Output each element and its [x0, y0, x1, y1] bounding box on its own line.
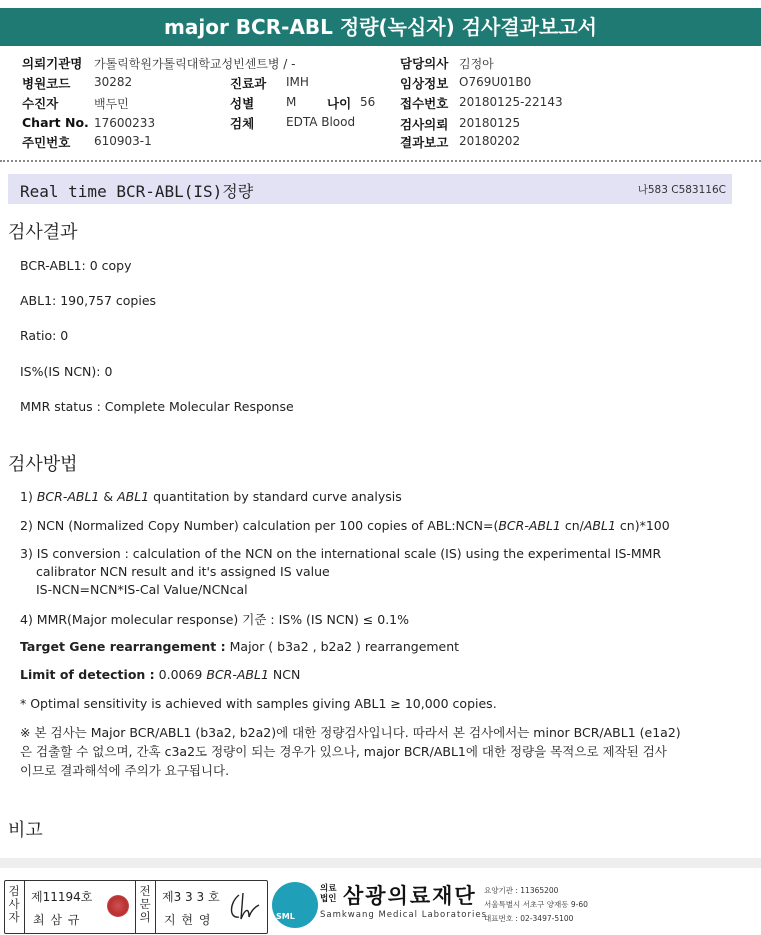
report-date-label: 결과보고 [400, 135, 449, 150]
inspector-label: 검사자 [8, 884, 20, 924]
dept-value: IMH [286, 75, 309, 89]
specialist-name: 지 현 영 [164, 913, 212, 927]
signature-box [4, 880, 268, 934]
collector-value: 백두민 [94, 97, 129, 111]
limit-of-detection: Limit of detection : 0.0069 BCR-ABL1 NCN [20, 667, 301, 682]
results-heading: 검사결과 [8, 222, 78, 243]
age-label: 나이 [327, 96, 352, 111]
dept-label: 진료과 [230, 76, 267, 91]
notice-line-1: ※ 본 검사는 Major BCR/ABL1 (b3a2, b2a2)에 대한 정량검사입니다. 따라서 본 검사에서는 minor BCR/ABL1 (e1a2) [20, 725, 681, 740]
result-ratio: Ratio: 0 [20, 328, 69, 343]
specialist-license: 제3 3 3 호 [162, 890, 220, 904]
resident-value: 610903-1 [94, 134, 152, 148]
sex-value: M [286, 95, 297, 109]
doctor-value: 김정아 [459, 57, 494, 71]
method-step-4: 4) MMR(Major molecular response) 기준 : IS% (IS NCN) ≤ 0.1% [20, 612, 409, 627]
result-bcr-abl1: BCR-ABL1: 0 copy [20, 258, 132, 273]
report-title: major BCR-ABL 정량(녹십자) 검사결과보고서 [0, 8, 761, 46]
notice-line-2: 은 검출할 수 없으며, 간혹 c3a2도 정량이 되는 경우가 있으나, major BCR/ABL1에 대한 정량을 목적으로 제작된 검사 [20, 744, 667, 759]
test-code: 나583 C583116C [637, 184, 726, 196]
method-step-2: 2) NCN (Normalized Copy Number) calculation per 100 copies of ABL:NCN=(BCR-ABL1 cn/ABL1 cn)*100 [20, 518, 670, 533]
hospital-code-value: 30282 [94, 75, 133, 89]
target-gene: Target Gene rearrangement : Major ( b3a2 , b2a2 ) rearrangement [20, 639, 460, 654]
org-address: 서울특별시 서초구 양재동 9-60 [484, 900, 588, 909]
institution-label: 의뢰기관명 [22, 56, 83, 71]
method-step-1: 1) BCR-ABL1 & ABL1 quantitation by standard curve analysis [20, 489, 402, 504]
org-english-name: Samkwang Medical Laboratories [320, 910, 488, 920]
request-value: 20180125 [459, 116, 521, 130]
test-section-header [8, 174, 732, 204]
inspector-name: 최 삼 규 [33, 913, 81, 927]
header-divider [0, 160, 761, 162]
sml-logo-icon: SML [272, 882, 318, 928]
request-label: 검사의뢰 [400, 117, 449, 132]
receipt-label: 접수번호 [400, 96, 449, 111]
age-value: 56 [360, 95, 376, 109]
inspector-license: 제11194호 [31, 890, 93, 904]
result-is-percent: IS%(IS NCN): 0 [20, 364, 113, 379]
report-date-value: 20180202 [459, 134, 521, 148]
receipt-value: 20180125-22143 [459, 95, 563, 109]
resident-label: 주민번호 [22, 135, 71, 150]
result-mmr-status: MMR status : Complete Molecular Response [20, 399, 294, 414]
collector-label: 수진자 [22, 96, 59, 111]
clinical-value: O769U01B0 [459, 75, 532, 89]
method-step-3-line-2: calibrator NCN result and it's assigned IS value [36, 564, 330, 579]
method-heading: 검사방법 [8, 454, 78, 475]
sensitivity-note: * Optimal sensitivity is achieved with samples giving ABL1 ≥ 10,000 copies. [20, 696, 497, 711]
specimen-label: 검체 [230, 116, 255, 131]
institution-value: 가톨릭학원가톨릭대학교성빈센트병 / - [94, 57, 296, 71]
specialist-label: 전문의 [139, 884, 151, 924]
method-step-3-line-1: 3) IS conversion : calculation of the NCN on the international scale (IS) using the experimental IS-MMR [20, 546, 662, 561]
notice-line-3: 이므로 결과해석에 주의가 요구됩니다. [20, 763, 230, 778]
clinical-label: 임상정보 [400, 76, 449, 91]
remarks-heading: 비고 [8, 820, 43, 841]
chart-value: 17600233 [94, 116, 156, 130]
sex-label: 성별 [230, 96, 255, 111]
org-code: 요양기관 : 11365200 [484, 886, 559, 895]
specimen-value: EDTA Blood [286, 115, 356, 129]
inspector-seal-icon [107, 895, 129, 917]
org-prefix: 의료 법인 [320, 884, 337, 904]
hospital-code-label: 병원코드 [22, 76, 71, 91]
patient-info [22, 54, 742, 154]
chart-label: Chart No. [22, 115, 89, 130]
org-name: 삼광의료재단 [343, 884, 477, 908]
result-abl1: ABL1: 190,757 copies [20, 293, 157, 308]
test-name: Real time BCR-ABL(IS)정량 [20, 182, 254, 201]
org-phone: 대표번호 : 02-3497-5100 [484, 914, 574, 923]
signature-icon [225, 889, 263, 925]
report-footer [0, 858, 761, 935]
method-step-3-line-3: IS-NCN=NCN*IS-Cal Value/NCNcal [36, 582, 248, 597]
doctor-label: 담당의사 [400, 56, 449, 71]
